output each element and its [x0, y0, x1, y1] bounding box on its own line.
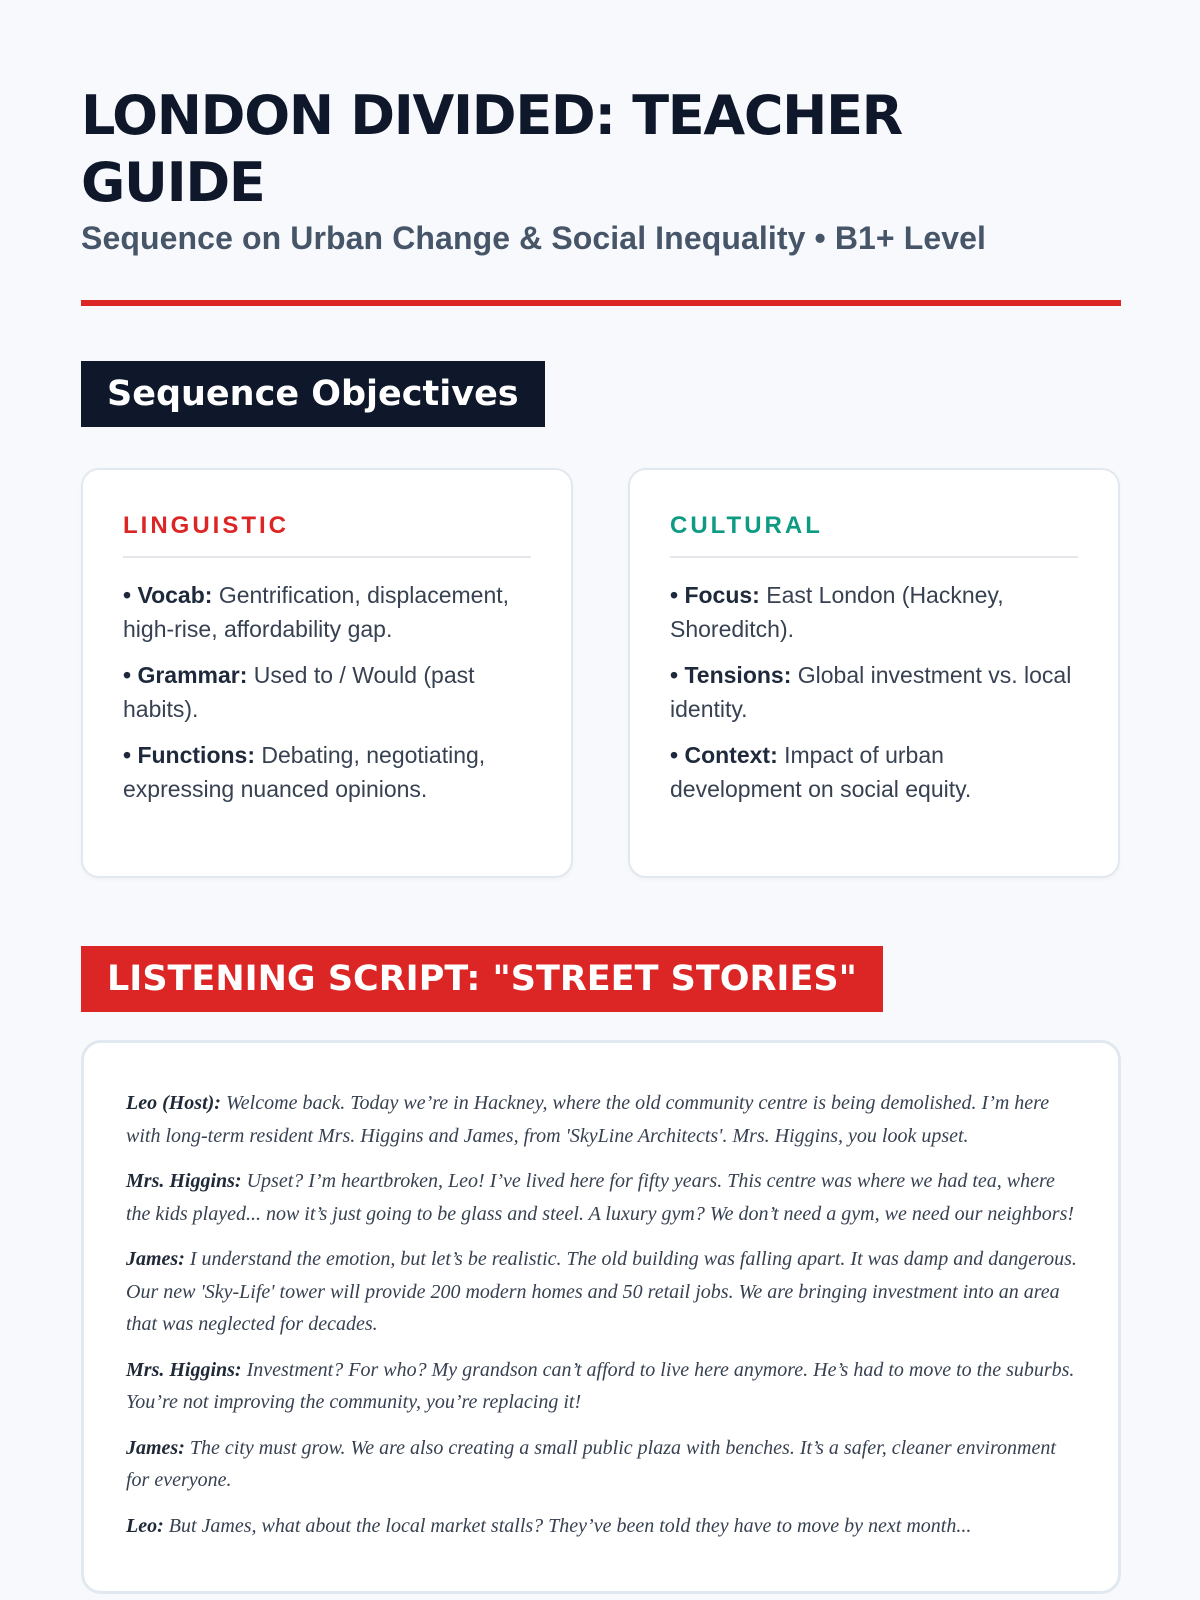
- bullet-icon: •: [670, 662, 679, 688]
- script-text: But James, what about the local market stalls? They’ve been told they have to move by next month...: [168, 1514, 972, 1537]
- objective-item-context: [670, 738, 1078, 806]
- objective-item-vocab: [123, 578, 531, 646]
- script-text: Upset? I’m heartbroken, Leo! I’ve lived here for fifty years. This centre was where we had tea, where the kids played... now it’s just going to be glass and steel. A luxury gym? We don’t need a gym, we need our neighbors!: [126, 1170, 1075, 1225]
- objective-item-focus: [670, 578, 1078, 646]
- objective-label: Context:: [684, 742, 778, 768]
- objective-text: Global investment vs. local identity.: [670, 662, 1072, 722]
- linguistic-objectives-list: [123, 578, 531, 806]
- script-line: [126, 1087, 1078, 1152]
- bullet-icon: •: [123, 742, 132, 768]
- objectives-section-heading: Sequence Objectives: [81, 361, 545, 427]
- objective-text: Gentrification, displacement, high-rise, affordability gap.: [123, 582, 510, 642]
- objective-label: Focus:: [684, 582, 760, 608]
- script-text: Welcome back. Today we’re in Hackney, where the old community centre is being demolished. I’m here with long-term resident Mrs. Higgins and James, from 'SkyLine Architects'. Mrs. Higgins, you look upset.: [126, 1092, 1050, 1147]
- objective-label: Vocab:: [137, 582, 213, 608]
- linguistic-heading: LINGUISTIC: [123, 512, 531, 558]
- script-line: [126, 1243, 1078, 1341]
- script-line: [126, 1432, 1078, 1497]
- cultural-objectives-card: [628, 468, 1120, 878]
- bullet-icon: •: [123, 662, 132, 688]
- script-line: [126, 1354, 1078, 1419]
- cultural-heading: CULTURAL: [670, 512, 1078, 558]
- script-speaker: Leo (Host):: [126, 1092, 221, 1114]
- script-speaker: Leo:: [126, 1514, 164, 1537]
- objective-label: Functions:: [137, 742, 255, 768]
- script-speaker: James:: [126, 1436, 185, 1459]
- page-subtitle: Sequence on Urban Change & Social Inequality • B1+ Level: [81, 220, 987, 256]
- objective-item-tensions: [670, 658, 1078, 726]
- header-divider: [81, 300, 1121, 306]
- objective-item-functions: [123, 738, 531, 806]
- page-header: [81, 82, 1121, 257]
- objective-label: Grammar:: [137, 662, 248, 688]
- script-speaker: Mrs. Higgins:: [126, 1170, 242, 1192]
- listening-section-heading: LISTENING SCRIPT: "STREET STORIES": [81, 946, 883, 1012]
- bullet-icon: •: [123, 582, 132, 608]
- page-title: LONDON DIVIDED: TEACHER GUIDE: [81, 84, 902, 214]
- bullet-icon: •: [670, 582, 679, 608]
- script-text: Investment? For who? My grandson can’t afford to live here anymore. He’s had to move to the suburbs. You’re not improving the community, you’re replacing it!: [126, 1358, 1075, 1413]
- listening-script-card: [81, 1040, 1121, 1594]
- objective-label: Tensions:: [684, 662, 792, 688]
- script-line: [126, 1165, 1078, 1230]
- linguistic-objectives-card: [81, 468, 573, 878]
- cultural-objectives-list: [670, 578, 1078, 806]
- bullet-icon: •: [670, 742, 679, 768]
- objective-item-grammar: [123, 658, 531, 726]
- objective-text: Used to / Would (past habits).: [123, 662, 475, 722]
- script-text: I understand the emotion, but let’s be realistic. The old building was falling apart. It was damp and dangerous. Our new 'Sky-Life' tower will provide 200 modern homes and 50 retail jobs. We are bringing investment into an area that was neglected for decades.: [126, 1248, 1077, 1335]
- script-speaker: Mrs. Higgins:: [126, 1358, 242, 1381]
- script-line: [126, 1510, 1078, 1543]
- objective-text: Debating, negotiating, expressing nuanced opinions.: [123, 742, 486, 802]
- objective-text: Impact of urban development on social equity.: [670, 742, 972, 802]
- script-speaker: James:: [126, 1248, 185, 1270]
- script-text: The city must grow. We are also creating a small public plaza with benches. It’s a safer, cleaner environment for everyone.: [126, 1436, 1056, 1491]
- objective-text: East London (Hackney, Shoreditch).: [670, 582, 1004, 642]
